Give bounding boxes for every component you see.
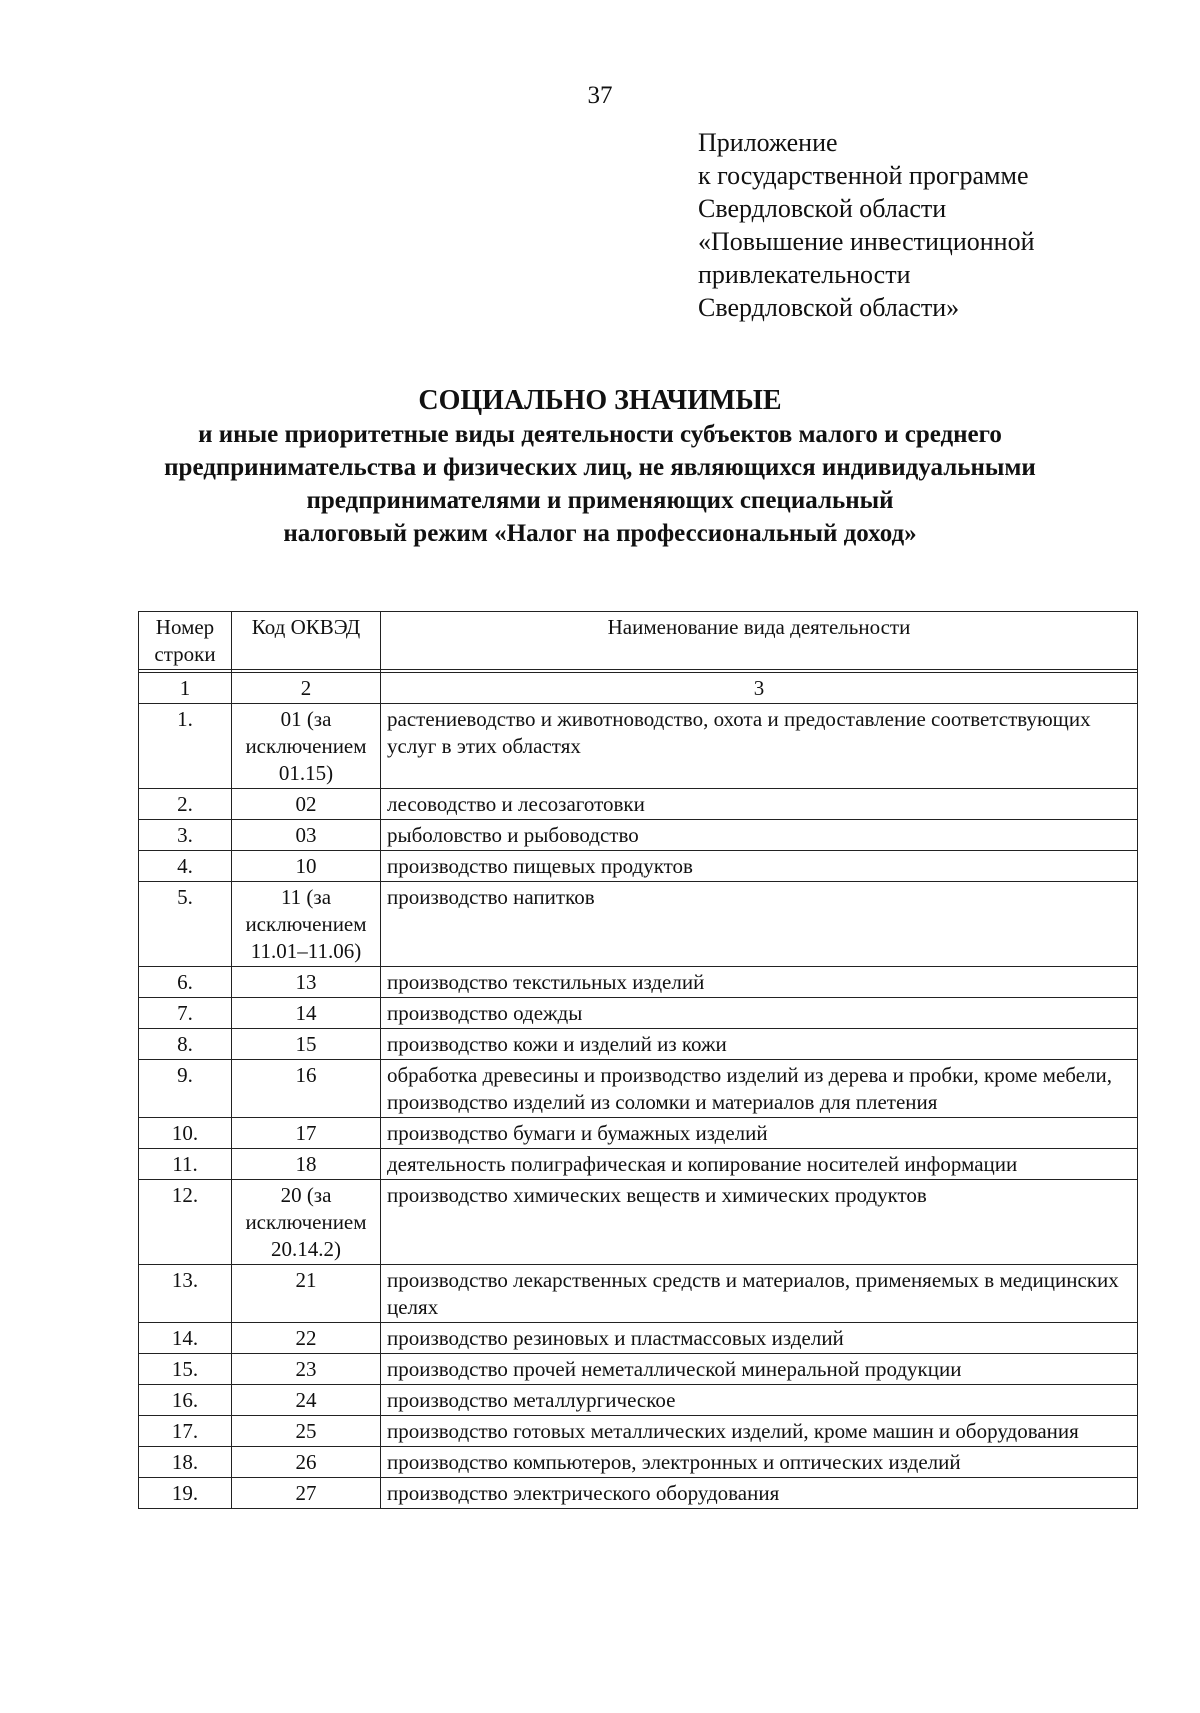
activity-name: производство текстильных изделий: [381, 967, 1138, 998]
okved-code: 15: [232, 1029, 381, 1060]
appendix-line: Приложение: [698, 128, 838, 157]
okved-code: 20 (за исключением 20.14.2): [232, 1180, 381, 1265]
okved-code: 02: [232, 789, 381, 820]
activity-name: производство прочей неметаллической минеральной продукции: [381, 1354, 1138, 1385]
activities-table: [138, 611, 1138, 1509]
okved-code: 22: [232, 1323, 381, 1354]
activity-name: производство напитков: [381, 882, 1138, 967]
table-row: [139, 998, 1138, 1029]
table-row: [139, 1060, 1138, 1118]
row-number: 7.: [139, 998, 232, 1029]
table-header-row: [139, 612, 1138, 670]
okved-code: 27: [232, 1478, 381, 1509]
okved-code: 13: [232, 967, 381, 998]
okved-code: 23: [232, 1354, 381, 1385]
page-number: 37: [587, 82, 613, 109]
okved-code: 18: [232, 1149, 381, 1180]
row-number: 1.: [139, 704, 232, 789]
row-number: 10.: [139, 1118, 232, 1149]
table-row: [139, 1029, 1138, 1060]
activity-name: рыболовство и рыбоводство: [381, 820, 1138, 851]
header-row-number: Номер строки: [139, 612, 232, 670]
table-column-numbers-row: [139, 673, 1138, 704]
column-number: 2: [232, 673, 381, 704]
activity-name: производство готовых металлических изделий, кроме машин и оборудования: [381, 1416, 1138, 1447]
activity-name: производство электрического оборудования: [381, 1478, 1138, 1509]
activity-name: производство кожи и изделий из кожи: [381, 1029, 1138, 1060]
okved-code: 24: [232, 1385, 381, 1416]
document-heading: [0, 384, 1200, 550]
row-number: 17.: [139, 1416, 232, 1447]
document-subtitle-line: налоговый режим «Налог на профессиональный доход»: [283, 520, 917, 547]
activity-name: производство металлургическое: [381, 1385, 1138, 1416]
table-row: [139, 1447, 1138, 1478]
okved-code: 25: [232, 1416, 381, 1447]
activity-name: растениеводство и животноводство, охота и предоставление соответствующих услуг в этих областях: [381, 704, 1138, 789]
row-number: 3.: [139, 820, 232, 851]
okved-code: 26: [232, 1447, 381, 1478]
document-subtitle-line: предпринимателями и применяющих специальный: [306, 487, 894, 514]
appendix-line: «Повышение инвестиционной: [698, 227, 1035, 256]
activity-name: лесоводство и лесозаготовки: [381, 789, 1138, 820]
column-number: 3: [381, 673, 1138, 704]
document-title: СОЦИАЛЬНО ЗНАЧИМЫЕ: [418, 385, 782, 416]
row-number: 18.: [139, 1447, 232, 1478]
table-row: [139, 882, 1138, 967]
activity-name: производство лекарственных средств и материалов, применяемых в медицинских целях: [381, 1265, 1138, 1323]
activity-name: производство резиновых и пластмассовых изделий: [381, 1323, 1138, 1354]
table-row: [139, 967, 1138, 998]
table-row: [139, 789, 1138, 820]
row-number: 12.: [139, 1180, 232, 1265]
activity-name: производство пищевых продуктов: [381, 851, 1138, 882]
okved-code: 14: [232, 998, 381, 1029]
column-number: 1: [139, 673, 232, 704]
row-number: 11.: [139, 1149, 232, 1180]
activity-name: производство компьютеров, электронных и оптических изделий: [381, 1447, 1138, 1478]
okved-code: 11 (за исключением 11.01–11.06): [232, 882, 381, 967]
table-row: [139, 1385, 1138, 1416]
table-row: [139, 1149, 1138, 1180]
table-row: [139, 704, 1138, 789]
table-row: [139, 1323, 1138, 1354]
row-number: 4.: [139, 851, 232, 882]
row-number: 5.: [139, 882, 232, 967]
table-row: [139, 820, 1138, 851]
document-subtitle-line: предпринимательства и физических лиц, не являющихся индивидуальными: [164, 454, 1036, 481]
row-number: 8.: [139, 1029, 232, 1060]
row-number: 16.: [139, 1385, 232, 1416]
document-subtitle-line: и иные приоритетные виды деятельности субъектов малого и среднего: [198, 421, 1002, 448]
appendix-note: [698, 126, 1034, 324]
okved-code: 01 (за исключением 01.15): [232, 704, 381, 789]
activity-name: производство одежды: [381, 998, 1138, 1029]
table-row: [139, 1354, 1138, 1385]
row-number: 13.: [139, 1265, 232, 1323]
table-row: [139, 1416, 1138, 1447]
okved-code: 03: [232, 820, 381, 851]
table-row: [139, 1180, 1138, 1265]
row-number: 15.: [139, 1354, 232, 1385]
row-number: 9.: [139, 1060, 232, 1118]
row-number: 19.: [139, 1478, 232, 1509]
okved-code: 16: [232, 1060, 381, 1118]
header-activity-name: Наименование вида деятельности: [381, 612, 1138, 670]
row-number: 6.: [139, 967, 232, 998]
appendix-line: Свердловской области»: [698, 293, 960, 322]
table-row: [139, 1478, 1138, 1509]
activity-name: производство химических веществ и химических продуктов: [381, 1180, 1138, 1265]
row-number: 2.: [139, 789, 232, 820]
okved-code: 17: [232, 1118, 381, 1149]
appendix-line: Свердловской области: [698, 194, 947, 223]
activity-name: деятельность полиграфическая и копирование носителей информации: [381, 1149, 1138, 1180]
activity-name: производство бумаги и бумажных изделий: [381, 1118, 1138, 1149]
table-row: [139, 851, 1138, 882]
activity-name: обработка древесины и производство изделий из дерева и пробки, кроме мебели, производство изделий из соломки и материалов для плетения: [381, 1060, 1138, 1118]
appendix-line: к государственной программе: [698, 161, 1029, 190]
okved-code: 21: [232, 1265, 381, 1323]
table-row: [139, 1118, 1138, 1149]
okved-code: 10: [232, 851, 381, 882]
table-row: [139, 1265, 1138, 1323]
row-number: 14.: [139, 1323, 232, 1354]
appendix-line: привлекательности: [698, 260, 911, 289]
header-okved-code: Код ОКВЭД: [232, 612, 381, 670]
